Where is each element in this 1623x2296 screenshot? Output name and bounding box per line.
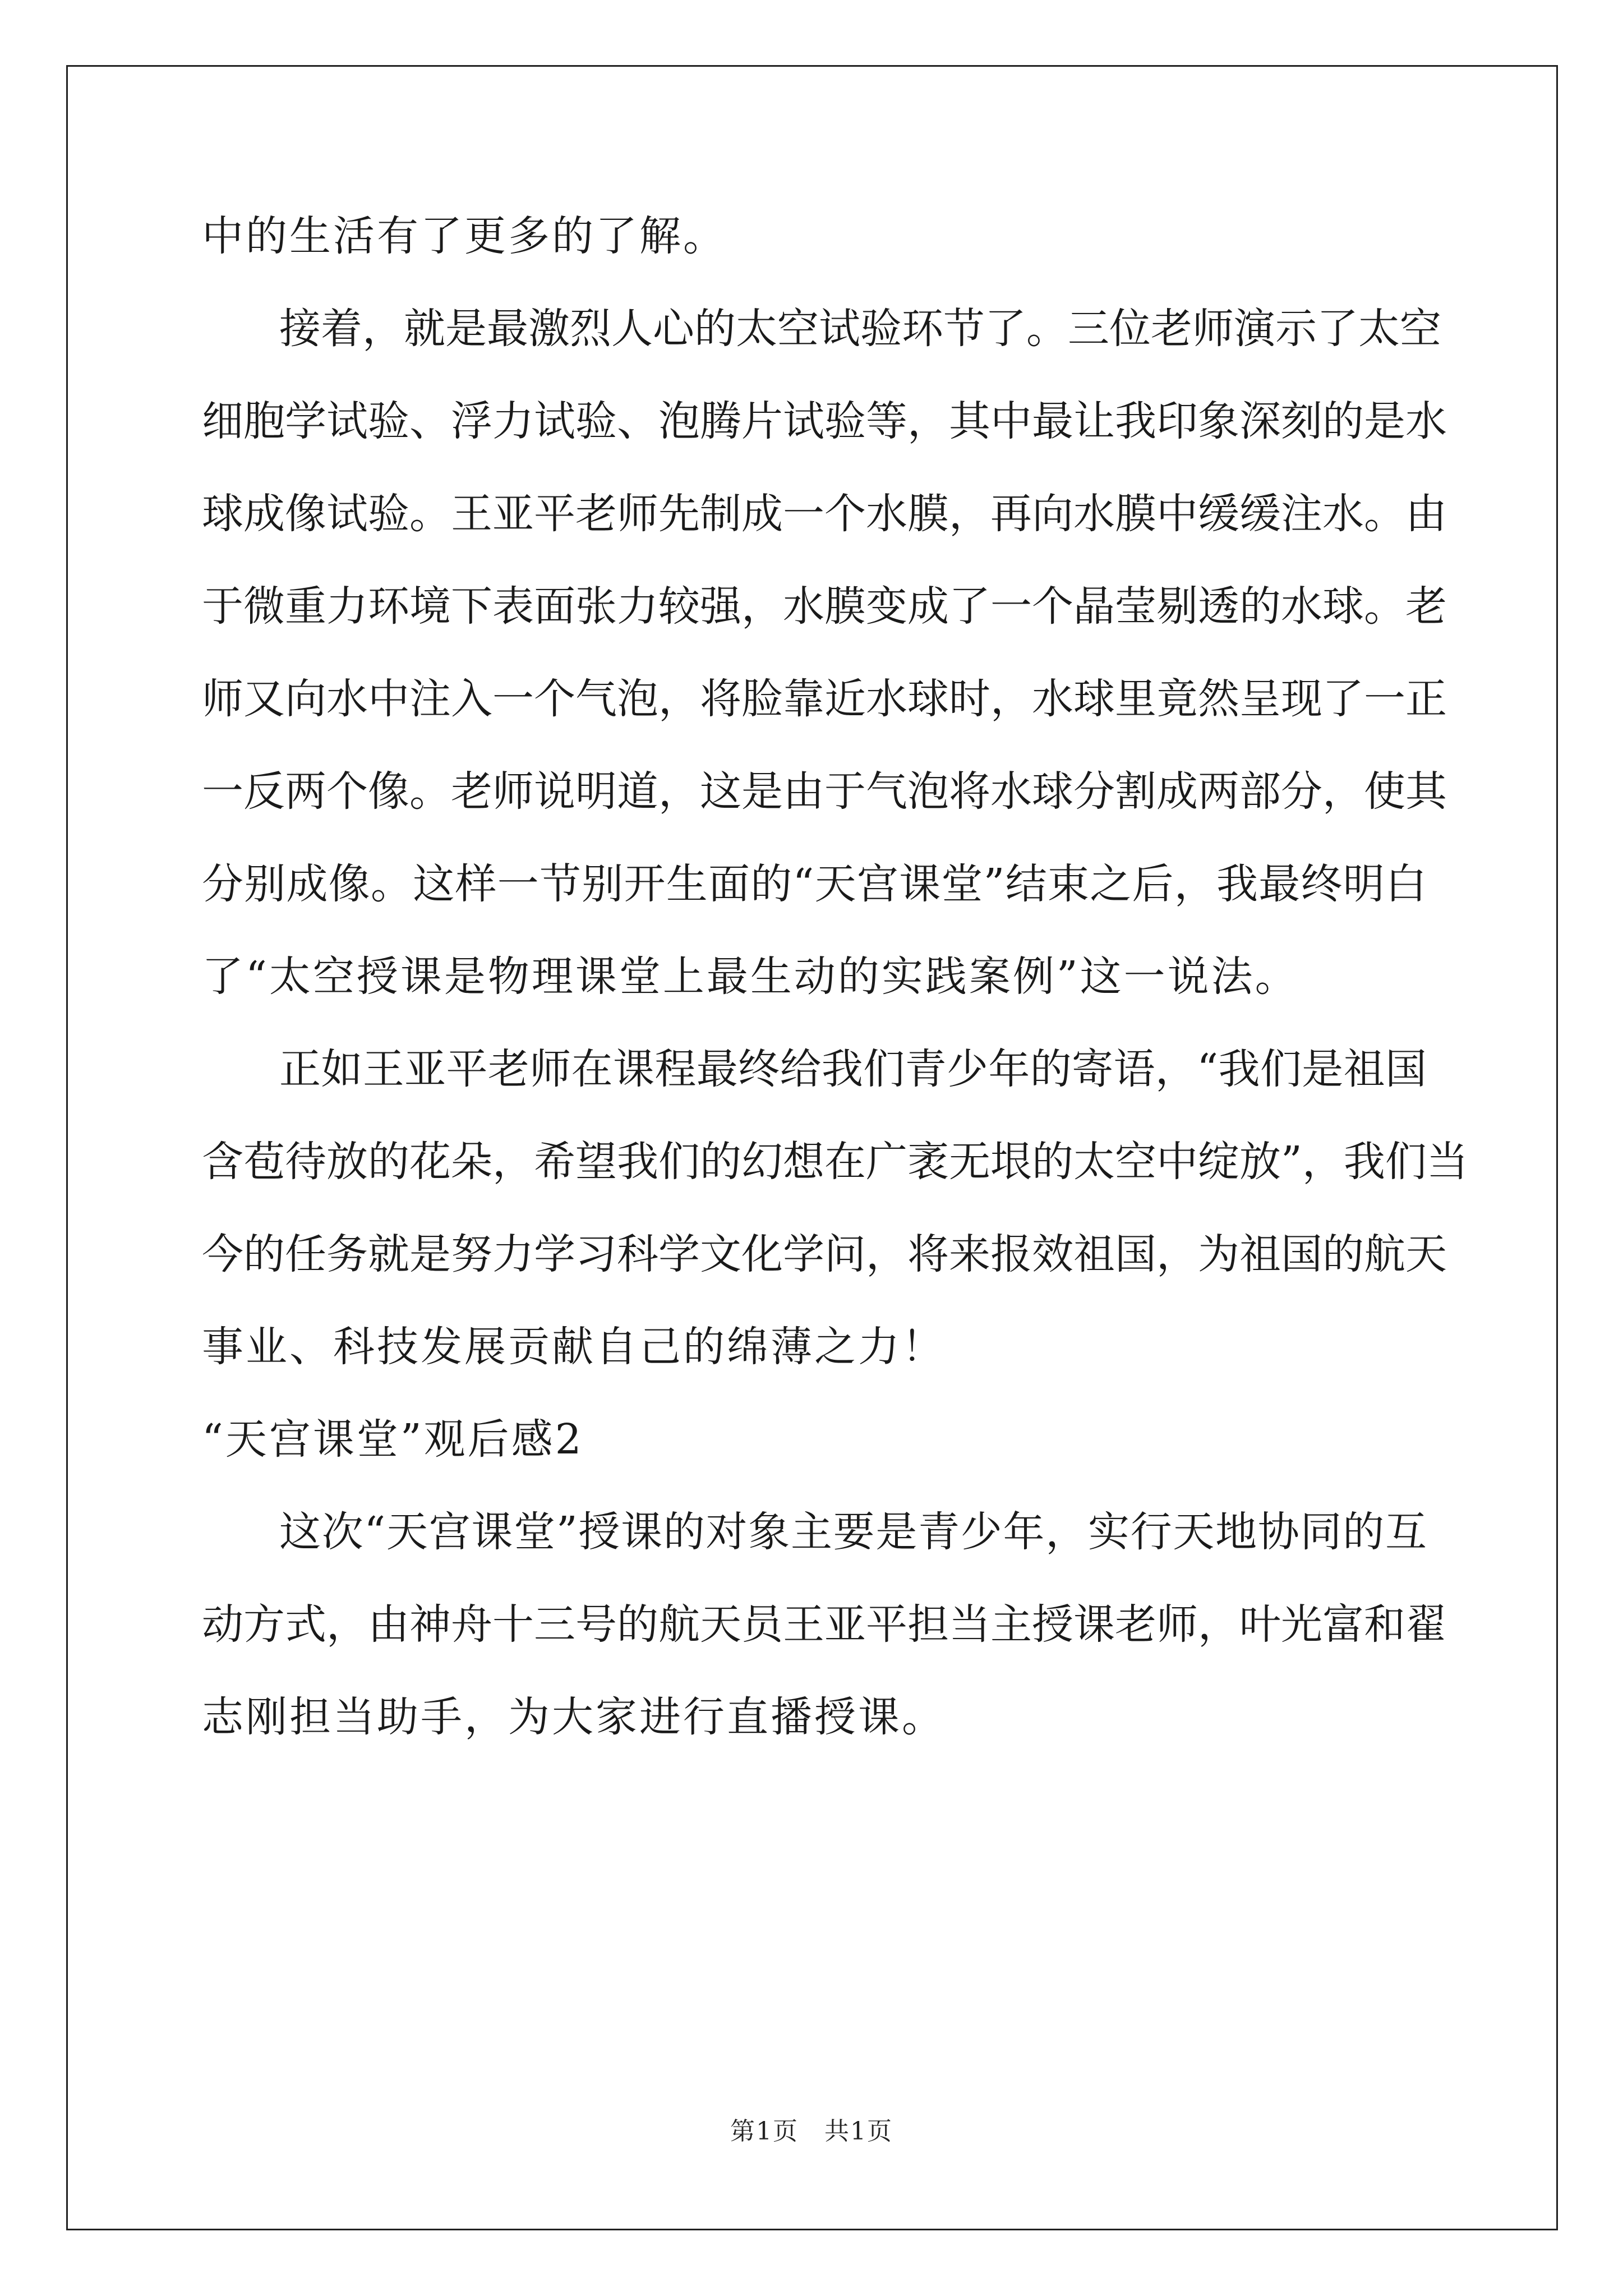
paragraph-first-line: 这次“天宫课堂”授课的对象主要是青少年，实行天地协同的互 — [279, 1508, 1427, 1556]
body-line: 了“太空授课是物理课堂上最生动的实践案例”这一说法。 — [202, 953, 1299, 1001]
body-line: 志刚担当助手，为大家进行直播授课。 — [202, 1693, 946, 1741]
paragraph-first-line: 接着，就是最激烈人心的太空试验环节了。三位老师演示了太空 — [279, 305, 1441, 353]
body-line: 含苞待放的花朵，希望我们的幻想在广袤无垠的太空中绽放”，我们当 — [202, 1138, 1468, 1186]
paragraph-first-line: 正如王亚平老师在课程最终给我们青少年的寄语，“我们是祖国 — [279, 1045, 1427, 1093]
body-line: 分别成像。这样一节别开生面的“天宫课堂”结束之后，我最终明白 — [202, 860, 1427, 908]
section-heading: “天宫课堂”观后感2 — [202, 1415, 584, 1464]
page-footer: 第1页 共1页 — [730, 2117, 893, 2146]
body-line: 中的生活有了更多的了解。 — [202, 212, 727, 260]
body-line: 于微重力环境下表面张力较强，水膜变成了一个晶莹剔透的水球。老 — [202, 582, 1447, 631]
body-line: 师又向水中注入一个气泡，将脸靠近水球时，水球里竟然呈现了一正 — [202, 675, 1447, 723]
body-line: 动方式，由神舟十三号的航天员王亚平担当主授课老师，叶光富和翟 — [202, 1600, 1447, 1649]
body-line: 今的任务就是努力学习科学文化学问，将来报效祖国，为祖国的航天 — [202, 1230, 1447, 1278]
body-line: 球成像试验。王亚平老师先制成一个水膜，再向水膜中缓缓注水。由 — [202, 490, 1447, 538]
body-line: 事业、科技发展贡献自己的绵薄之力！ — [202, 1323, 946, 1371]
body-line: 一反两个像。老师说明道，这是由于气泡将水球分割成两部分，使其 — [202, 767, 1447, 816]
body-line: 细胞学试验、浮力试验、泡腾片试验等，其中最让我印象深刻的是水 — [202, 397, 1447, 445]
